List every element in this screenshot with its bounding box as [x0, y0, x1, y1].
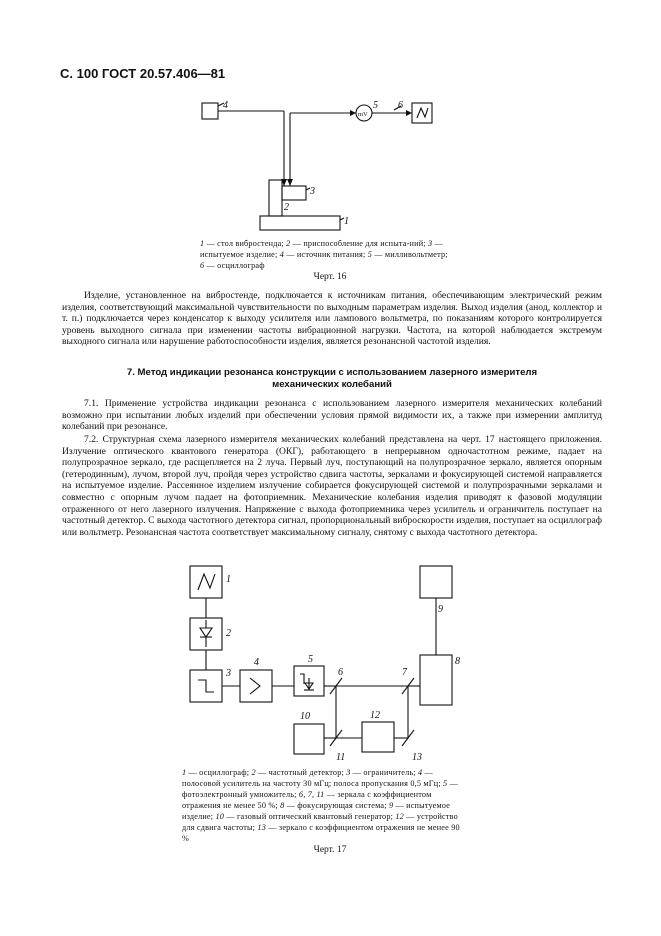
fig17-label-13: 13	[412, 752, 422, 763]
photomultiplier-box	[294, 666, 324, 696]
figure-16-legend: 1 — стол вибростенда; 2 — приспособление для испыта-ний; 3 — испытуемое изделие; 4 — источник питания; 5 — милливольтметр; 6 — осциллограф	[200, 239, 448, 270]
section-7-heading-line2: механических колебаний	[272, 378, 392, 390]
fig17-label-2: 2	[226, 628, 231, 639]
paragraph-7-1: 7.1. Применение устройства индикации резонанса с использованием лазерного измерителя механических колебаний возможно при испытании любых изделий при обеспечении условия прямой видимости их, а также при измерении амплитуд колебаний при резонансе.	[62, 398, 602, 433]
frequency-shifter-box	[362, 722, 394, 752]
oscilloscope-box	[190, 566, 222, 598]
fig16-label-4: 4	[223, 100, 228, 111]
fig17-label-1: 1	[226, 574, 231, 585]
figure-16-caption: Черт. 16	[313, 272, 347, 282]
fig17-label-6: 6	[338, 667, 343, 678]
fig17-label-12: 12	[370, 710, 380, 721]
fig17-label-3: 3	[226, 668, 231, 679]
fig16-label-mv: mV	[358, 111, 368, 118]
bandpass-amplifier-box	[240, 670, 272, 702]
oscilloscope-box	[412, 103, 432, 123]
fig16-label-2: 2	[284, 202, 289, 213]
fig17-label-4: 4	[254, 657, 259, 668]
fig17-label-10: 10	[300, 711, 310, 722]
vibration-table-box	[260, 216, 340, 230]
section-7-heading	[62, 367, 602, 390]
fig17-label-9: 9	[438, 604, 443, 615]
laser-generator-box	[294, 724, 324, 754]
frequency-detector-box	[190, 618, 222, 650]
paragraph-7-2: 7.2. Структурная схема лазерного измерителя механических колебаний представлена на черт. 17 настоящего приложения. Излучение оптического квантового генератора (ОКГ), работающего в непрерывном одночастотном режиме, падает на полупрозрачное зеркало, где расщепляется на 2 луча. Первый луч, поступающий на полупрозрачное зеркало, является опорным (гетеродинным), лучом, второй луч, пройдя через устройство сдвига частоты, зеркалами и фокусирующей системой направляется на испытуемое изделие. Рассеянное изделием излучение собирается фокусирующей системой и полупрозрачными зеркалами и совместно с опорным лучом падает на фотоприемник. Механические колебания изделия приводят к фазовой модуляции отраженного от него лазерного излучения. Напряжение с выхода фотоприемника через усилитель и ограничитель поступает на частотный детектор. С выхода частотного детектора сигнал, пропорциональный виброскорости изделия, поступает на осциллограф или вольтметр. Резонансная частота соответствует максимальному сигналу, снятому с выхода частотного детектора.	[62, 434, 602, 538]
section-7-heading-line1: 7. Метод индикации резонанса конструкции с использованием лазерного измерителя	[126, 367, 538, 378]
test-item-box	[282, 186, 306, 200]
test-item-box	[420, 566, 452, 598]
fig16-label-5: 5	[373, 100, 378, 111]
fig17-label-5: 5	[308, 654, 313, 665]
paragraph-vibration-test: Изделие, установленное на вибростенде, подключается к источникам питания, обеспечивающим электрический режим изделия, соответствующий максимальной чувствительности по выходным параметрам изделия. Выход изделия (анод, коллектор и т. п.) подключается через конденсатор к выходу усилителя или лампового вольтметра, по показаниям которого контролируется уровень выходного сигнала при изменении частоты вибрационной нагрузки. Частота, на которой наблюдается экстремум выходного сигнала или нарушение работоспособности изделия, является резонансной частотой изделия.	[62, 290, 602, 348]
millivoltmeter-circle	[356, 105, 372, 121]
limiter-box	[190, 670, 222, 702]
focusing-system-box	[420, 655, 452, 705]
power-source-box	[202, 103, 218, 119]
figure-17-caption: Черт. 17	[313, 845, 347, 855]
fig17-label-11: 11	[336, 752, 346, 763]
fig17-label-7: 7	[402, 667, 407, 678]
page-header: С. 100 ГОСТ 20.57.406—81	[60, 66, 226, 81]
fig16-label-6: 6	[398, 100, 403, 111]
fig16-label-1: 1	[344, 216, 349, 227]
fig17-label-8: 8	[455, 656, 460, 667]
figure-17-legend: 1 — осциллограф; 2 — частотный детектор; 3 — ограничитель; 4 — полосовой усилитель на частоту 30 мГц; полоса пропускания 0,5 мГц; 5 — фотоэлектронный умножитель; 6, 7, 11 — зеркала с коэффициентом отражения не менее 50 %; 8 — фокусирующая система; 9 — испытуемое изделие; 10 — газовый оптический квантовый генератор; 12 — устройство для сдвига частоты; 13 — зеркало с коэффициентом отражения не менее 90 %	[182, 768, 460, 843]
fig16-label-3: 3	[310, 186, 315, 197]
fixture-box	[269, 180, 282, 216]
